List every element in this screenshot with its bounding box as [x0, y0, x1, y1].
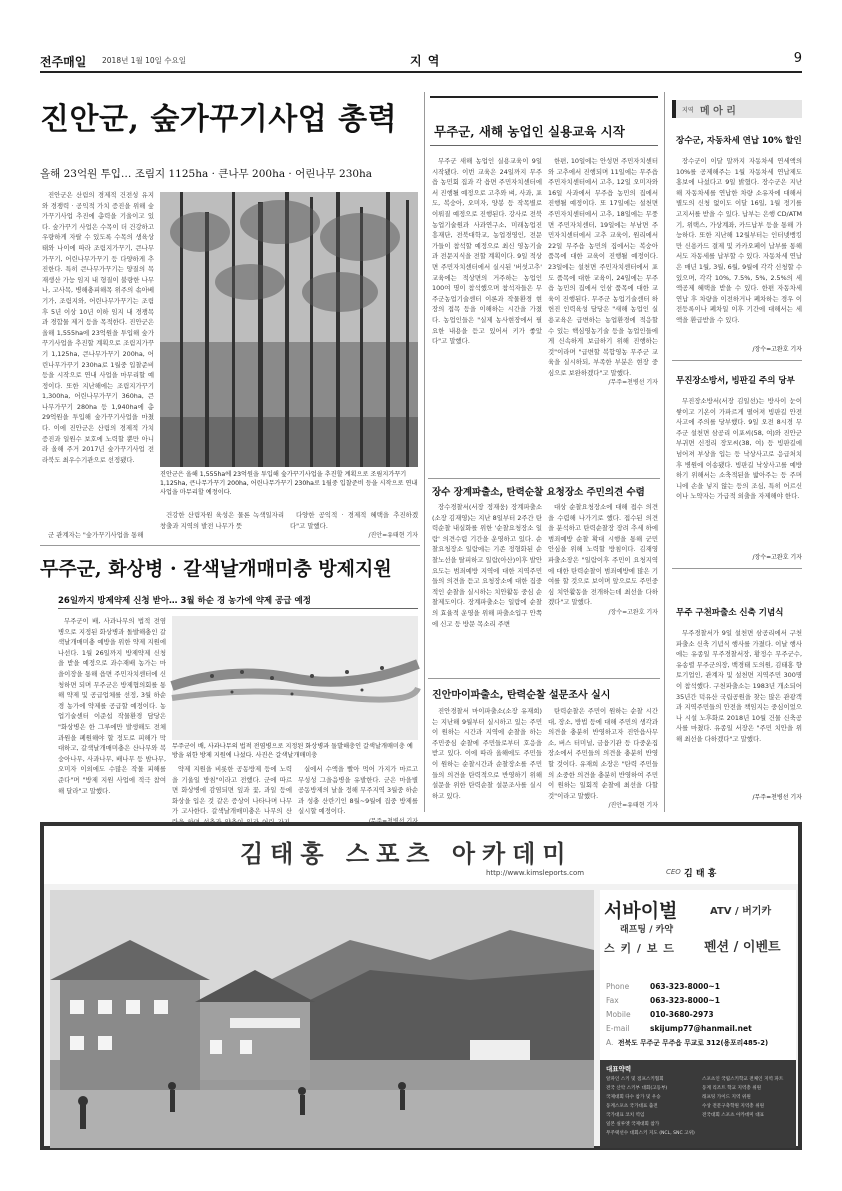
- sidebar-item-body: 무주경찰서가 9일 설천면 삼공리에서 구천파출소 신축 기념식 행사를 가졌다. 이날 행사에는 유종일 무주경찰서장, 황정수 무주군수, 유송렬 무주군의장, 백경태 도의원, 김태홍 향토기업인, 관계자 및 설천면 지역주민 300명이 참석했다. 구천파출소는 1983년 개소되어 35년간 덕유산 국립공원을 찾는 많은 관광객과 지역주민들의 안전을 책임지는 중심이었으나 시설 노후화로 2018년 10월 건물 신축공사를 마쳤다. 유종일 서장은 "주민 치안을 위해 최선을 다하겠다"고 말했다.: [676, 629, 802, 743]
- ad-tag-ski: 스 키 / 보 드: [604, 942, 675, 955]
- ad-ceo-name: 김 태 홍: [684, 869, 717, 879]
- article-body-col1: 진안경찰서 마이파출소(소장 유재희)는 지난해 9월부터 실시하고 있는 주민이 원하는 시간과 지역에 순찰을 하는 주민중심 순찰에 주민들로부터 호응을 받고 있다. 이에 따라 올해에도 주민들이 원하는 순찰시간과 순찰장소를 주민들의 의견을 탄력적으로 반영하기 위해 설문을 위한 탄력순찰 설문조사를 실시하고 있다.: [432, 707, 542, 800]
- sidebar-label-small: 지역: [682, 107, 694, 114]
- article-body-col1-tail: 군 관계자는 "숲가꾸기사업을 통해: [48, 531, 144, 539]
- ad-brand-sub: 래프팅 / 카약: [620, 925, 674, 935]
- divider: [40, 545, 420, 546]
- address-row: A. 전북도 무주군 무주읍 무교로 312(용포리485-2): [606, 1038, 769, 1047]
- article-body-col2: 탄력순찰은 주민이 원하는 순찰 시간대, 장소, 방법 등에 대해 주민의 생각과 의견을 충분히 반영하고자 진안읍사무소, 버스 터미널, 금융기관 등 다중운집장소에서 주민들의 의견을 충분히 반영할 것이다. 유재희 소장은 "탄력 주민들의 소중한 의견을 충분히 반영하여 주민이 원하는 일회적 순찰에 최선을 다할 것"이라고 말했다. /진안=유태현 기자: [548, 706, 658, 810]
- ad-ceo-label: CEO: [666, 868, 681, 876]
- ad-brand: 서바이벌: [604, 900, 678, 922]
- ad-url[interactable]: http://www.kimsleports.com: [486, 869, 585, 877]
- column-divider: [424, 92, 425, 812]
- career-right-list: 스포츠인 국립스키학교 전체인 지역 파트 동계 리조트 학교 지역총 위원 래프팅 가이드 지역 위원 수상 전문구축학원 지역총 위원 전국대회 스포츠 아카데미 대표: [702, 1077, 784, 1118]
- sidebar-item-body: 장수군이 이달 말까지 자동차세 연세액의 10%를 공제해주는 1월 자동차세 연납제도 홍보에 나섰다고 9일 밝혔다. 장수군은 지난해 자동차세를 연납한 차량 소유자에 대해서 별도의 신청 없이도 이달 16일, 1월 정기를 고지서를 받을 수 있다. 납부는 은행 CD/ATM기, 위택스, 가상계좌, 카드납부 등을 통해 가능하다. 또한 지난해 12월부터는 인터넷뱅킹만 신용카드 결제 및 카카오페이 납부를 통해서도 자동세를 납부할 수 있다. 자동차세 연납은 매년 1월, 3월, 6월, 9월에 각각 신청할 수 있으며, 각각 10%, 7.5%, 5%, 2.5%의 세액공제 혜택을 받을 수 있다. 한편 자동차세 연납 후 차량을 이전하거나 폐차하는 경우 이전등록이나 폐차일 이후 기간에 대해서는 세액을 환급받을 수 있다.: [676, 157, 802, 324]
- ad-tag-atv: ATV / 버기카: [710, 906, 772, 917]
- advertisement: [40, 822, 802, 1150]
- sidebar-item-body: 무진장소방서(서장 김일선)는 방사이 눈이 쌓이고 기온이 가파르게 떨어져 빙판길 안전사고에 주의를 당부했다. 9일 오전 8시경 무주군 설천면 삼공리 이포씨(58, 여)와 진안군 부귀면 신정리 장모씨(38, 여) 등 빙판길에 넘어져 부상을 입는 등 낙상사고로 응급처치 후 병원에 이송됐다. 빙판길 낙상사고를 예방하기 위해서는 소축적된을 밟아주는 등 주머니에 손을 넣지 않는 등의 조심, 특히 어르신이나 노약자는 가급적 외출을 자제해야 한다.: [676, 397, 802, 501]
- article-title: 진안군, 숲가꾸기사업 총력: [40, 102, 398, 137]
- insect-photo-caption: 무주군이 배, 사과나무의 법적 전염병으로 지정된 화상병과 돌발해충인 갈색날개매미충 예방을 위한 방제 지원에 나섰다. 사진은 갈색날개매미충: [172, 743, 413, 759]
- article-title: 진안마이파출소, 탄력순찰 설문조사 실시: [432, 690, 611, 701]
- ad-tag-pension: 펜션 / 이벤트: [704, 940, 781, 955]
- ad-header: [44, 826, 798, 884]
- ad-headline: 김태홍 스포츠 아카데미: [240, 840, 573, 868]
- article-body-col2: 한편, 10일에는 안성면 주민자치센터와 고추에서 진행되며 11일에는 무주읍주민자치센터에서 고추, 12일 오미자와 16일 사과에서 무주읍 농민의 집에서 진행될 예정이다. 또 17일에는 설천면 주민자치센터에서 고추, 18일에는 무풍면 주민자치센터, 19일에는 부남면 주민자치센터에서 고추 교육이, 원리에서 22일 무주읍 농민의 집에서는 복숭아 품목에 대한 교육이 진행될 예정이다. 23일에는 설천면 주민자치센터에서 포도 품목에 대한 교육이, 24일에는 무주읍 농민의 집에서 인삼 품목에 대한 교육이 진행된다. 무주군 농업기술센터 하헌진 인력육성 담당은 "새해 농업인 실용교육은 급변하는 농업환경에 적응할 수 있는 핵심영농기술 등을 농업인들에게 신속하게 보급하기 위해 진행하는 것"이라며 "급변할 복합영농 무주군 교육을 실시하되, 부족한 부분은 현장 중심으로 보완하겠다"고 말했다. /무주=천병선 기자: [548, 156, 658, 474]
- article-body-col2: 대상 순찰요청장소에 대해 접수 의견을 수렴해 나가기로 했다. 접수된 의견을 분석하고 탄력순찰장 장려 추세 하에 범죄예방 순찰 확대 시행을 통해 군민 안심을 위해 노력할 방침이다. 김재영 파출소장은 "일람이후 주민이 요청지역에 대한 탄력순찰이 범죄예방에 많은 기여를 할 것으로 보이며 앞으로도 주민중심 치안활동을 전개하는데 최선을 다하겠다"고 말했다. /장수=고완호 기자: [548, 502, 658, 670]
- contact-row: Fax 063-323-8000~1: [606, 996, 720, 1005]
- byline: /무주=천병선 기자: [752, 794, 802, 801]
- contact-row: E-mail skijump77@hanmail.net: [606, 1024, 752, 1033]
- article-title: 무주군, 새해 농업인 실용교육 시작: [434, 124, 625, 139]
- article-body-col1: 장수경찰서(서장 정재웅) 장계파출소(소장 김재영)는 지난 8일부터 2주간 탄력순찰 내실화를 위한 '순찰요청장소 일람' 의견수렴 기간을 운영하고 있다. 순찰요청장소 일람에는 기존 정형화된 순찰노선을 탈피하고 일람(아산)이후 발안요도는 범죄예방 지역에 대한 지역주민들의 의견을 듣고 요청장소에 대한 집중적인 순찰을 실시하는 치안활동 중심 순찰제도이다. 장계파출소는 일람에 순찰의 효율적 운영을 위해 파출소입구 안쪽에 신고 등 방문 목소리 주변: [432, 503, 542, 628]
- sidebar-item-title: 장수군, 자동차세 연납 10% 할인: [676, 136, 802, 146]
- byline: /무주=천병선 기자: [608, 379, 658, 387]
- article-subtitle: 26일까지 방제약제 신청 받아… 3월 하순 경 농가에 약제 공급 예정: [58, 596, 311, 606]
- issue-date: 2018년 1월 10일 수요일: [102, 56, 187, 65]
- byline: /장수=고완호 기자: [752, 554, 802, 561]
- article-body-col1: 무주군 새해 농업인 실용교육이 9일 시작됐다. 이번 교육은 24일까지 무주읍 농민회 집과 각 읍면 주민자치센터에서 진행될 예정으로 고추와 벼, 사과, 포도, 복숭아, 오미자, 양봉 등 작목별로 이뤄질 예정으로 진행된다. 강사로 전북농업기술원과 사과연구소, 미래농업진흥재단, 전북대학교, 농업경영인, 전문가들이 참석할 예정으로 최신 영농기술과 전문지식을 전할 계획이다. 9일 적상면 주민자치센터에서 실시된 '버섯고추' 교육에는 적상면의 거주하는 농업인 100여 명이 참석했으며 참석자들은 무주군농업기술센터 이론과 작물환경 현장의 접목 등을 이해하는 시간을 가졌다. 농업인들은 "실제 농사현장에서 필요한 내용을 듣고 있어서 키가 좋았다"고 말했다.: [432, 157, 542, 346]
- byline: /장수=고완호 기자: [752, 346, 802, 353]
- ad-info-panel: [600, 890, 796, 1148]
- sidebar-header: [672, 100, 802, 118]
- article-body-col1: 진안군은 산림의 경제적 건전성 유지와 경쟁력 · 공익적 가치 증진을 위해 숲가꾸기사업 추진에 총력을 기울이고 있다. 숲가꾸기 사업은 수목이 더 건강하고 우량하게 자랄 수 있도록 수목의 생육상태와 나이에 따라 조림지가꾸기, 큰나무가꾸기, 어린나무가꾸기 등 다양하게 추진한다. 특히 큰나무가꾸기는 양질의 목재생산 가능 임지 내 형질이 불량한 나무나, 고사목, 병해충피해목 위주의 솎아베기가, 조림지와, 어린나무가꾸기는 조림 후 5년 이상 10년 이하 임지 내 경쟁목과 경합물 제거 등을 목적한다. 진안군은 올해 1,555ha에 23억원을 투입해 숲가꾸기사업을 추진할 계획으로 조림지가꾸기 1,125ha, 큰나무가꾸기 200ha, 어린나무가꾸기 230ha로 1월중 입찰준비 등을 시작으로 연내 사업을 마무리할 예정이다. 또한 지난해에는 조림지가꾸기 1,300ha, 어린나무가꾸기 360ha, 큰나무가꾸기 280ha 등 1,940ha에 총 29억원을 투입해 숲가꾸기사업을 마쳤다. 이에 진안군은 산림의 경제적 가치 증진과 일원수 보호에 노력할 뿐만 아니라 올해 주거 2017년 숲가꾸기사업 전라북도 최우수기관으로 선정됐다.: [42, 191, 154, 464]
- article-subtitle: 올해 23억원 투입… 조림지 1125ha · 큰나무 200ha · 어린나무 230ha: [40, 168, 373, 180]
- byline: /진안=유태현 기자: [368, 532, 418, 540]
- article-body-col2-tail: 건강한 산림자원 육성은 물론 녹색일자리 창출과 지역의 발전 나무가 뜻: [160, 511, 284, 530]
- header-rule: [40, 71, 802, 73]
- academy-building-image: [50, 890, 594, 1148]
- contact-row: Mobile 010-3680-2973: [606, 1010, 714, 1019]
- divider: [428, 478, 660, 479]
- divider: [672, 568, 802, 569]
- section-name: 지 역: [410, 54, 441, 68]
- insect-branch-image: [172, 616, 418, 740]
- article-body-col3-tail: 다양한 공익적 · 경제적 혜택을 추진하겠다"고 말했다. /진안=유태현 기자: [290, 510, 418, 534]
- divider: [58, 608, 418, 609]
- divider: [672, 360, 802, 361]
- article-body-col2: 약제 지원을 비롯한 공동방제 등에 노력을 기울일 방침"이라고 전했다. 군에 따르면 화상병에 감염되면 잎과 꽃, 과일 등에 화상을 입은 것 같은 증상이 나타나며 나무가 고사한다. 갈색날개매미충은 나무의 산: [172, 765, 292, 816]
- article-forest: [40, 82, 418, 181]
- column-divider: [664, 92, 665, 812]
- article-body-col3: 실에서 수액을 빨아 먹어 가지가 마르고 무성성 그을음병을 유발한다. 군은 마을별 공동방제의 날을 정해 무주지역 3월중 하순과 성충 산란기인 8월~9월에 집중 방제를 실시할 예정이다.: [298, 764, 418, 808]
- divider: [428, 678, 660, 679]
- byline: /장수=고완호 기자: [608, 608, 658, 616]
- forest-photo-caption: 진안군은 올해 1,555ha에 23억원을 투입해 숲가꾸기사업을 추진할 계획으로 조림지가꾸기 1,125ha, 큰나무가꾸기 200ha, 어린나무가꾸기 230ha로 1월중 입찰준비 등을 시작으로 연내 사업을 마무리할 예정이다.: [160, 471, 418, 496]
- insect-photo: [172, 616, 418, 740]
- forest-photo: [160, 192, 418, 467]
- contact-row: Phone 063-323-8000~1: [606, 982, 720, 991]
- byline: /진안=유태현 기자: [608, 802, 658, 810]
- paper-name: 전주매일: [40, 55, 87, 69]
- article-title-box: [430, 96, 658, 146]
- sidebar-item-title: 무진장소방서, 빙판길 주의 당부: [676, 376, 795, 386]
- ad-career-box: [600, 1060, 796, 1148]
- article-title: 무주군, 화상병 · 갈색날개매미충 방제지원: [40, 558, 392, 580]
- sidebar-item-title: 무주 구천파출소 신축 기념식: [676, 608, 784, 618]
- page-number: 9: [793, 51, 802, 66]
- ad-photo: [50, 890, 594, 1148]
- career-left-list: 알파인 스키 및 점프스키협회 전국 산악 스키부 대회(고등부) 국제대회 다수 참가 및 우승 동계스포츠 국가대표 출전 국가대표 코치 역임 일본 실루엣 국제대회 참가 무주택선수 대회스키 지도 (NCL, SNC 고위): [606, 1077, 695, 1136]
- ad-contacts: [606, 980, 792, 1050]
- career-title: 대표약력: [606, 1065, 632, 1073]
- article-body-col1: 무주군이 배, 사과나무의 법적 전염병으로 지정된 화상병과 돌발해충인 갈색날개매미충 예방을 위한 약제 지원에 나선다. 1월 26일까지 방제약제 신청을 받을 예정으로 과수재배 농가는 마을이장을 통해 읍면 주민자치센터에 신청하면 되며 무주군은 방제협의회를 통해 약제 및 공급업체를 선정, 3월 하순 경 농가에 약제를 공급할 예정이다. 농업기술센터 이준섭 작물환경 담당은 "화상병은 한 그루에만 발생해도 전체 과원을 폐원해야 할 정도로 피해가 막대하고, 갈색날개매미충은 산나무와 복숭아나무, 사과나무, 배나무 등 밤나무, 오미자 이외에도 수많은 작물 피해를 준다"며 "방제 지원 사업에 적극 참여해 달라"고 말했다.: [58, 617, 166, 795]
- forest-trees-image: [160, 192, 418, 467]
- sidebar-label-big: 메 아 리: [700, 106, 736, 117]
- article-title: 장수 장계파출소, 탄력순찰 요청장소 주민의견 수렴: [432, 487, 645, 498]
- page-header: [40, 50, 802, 72]
